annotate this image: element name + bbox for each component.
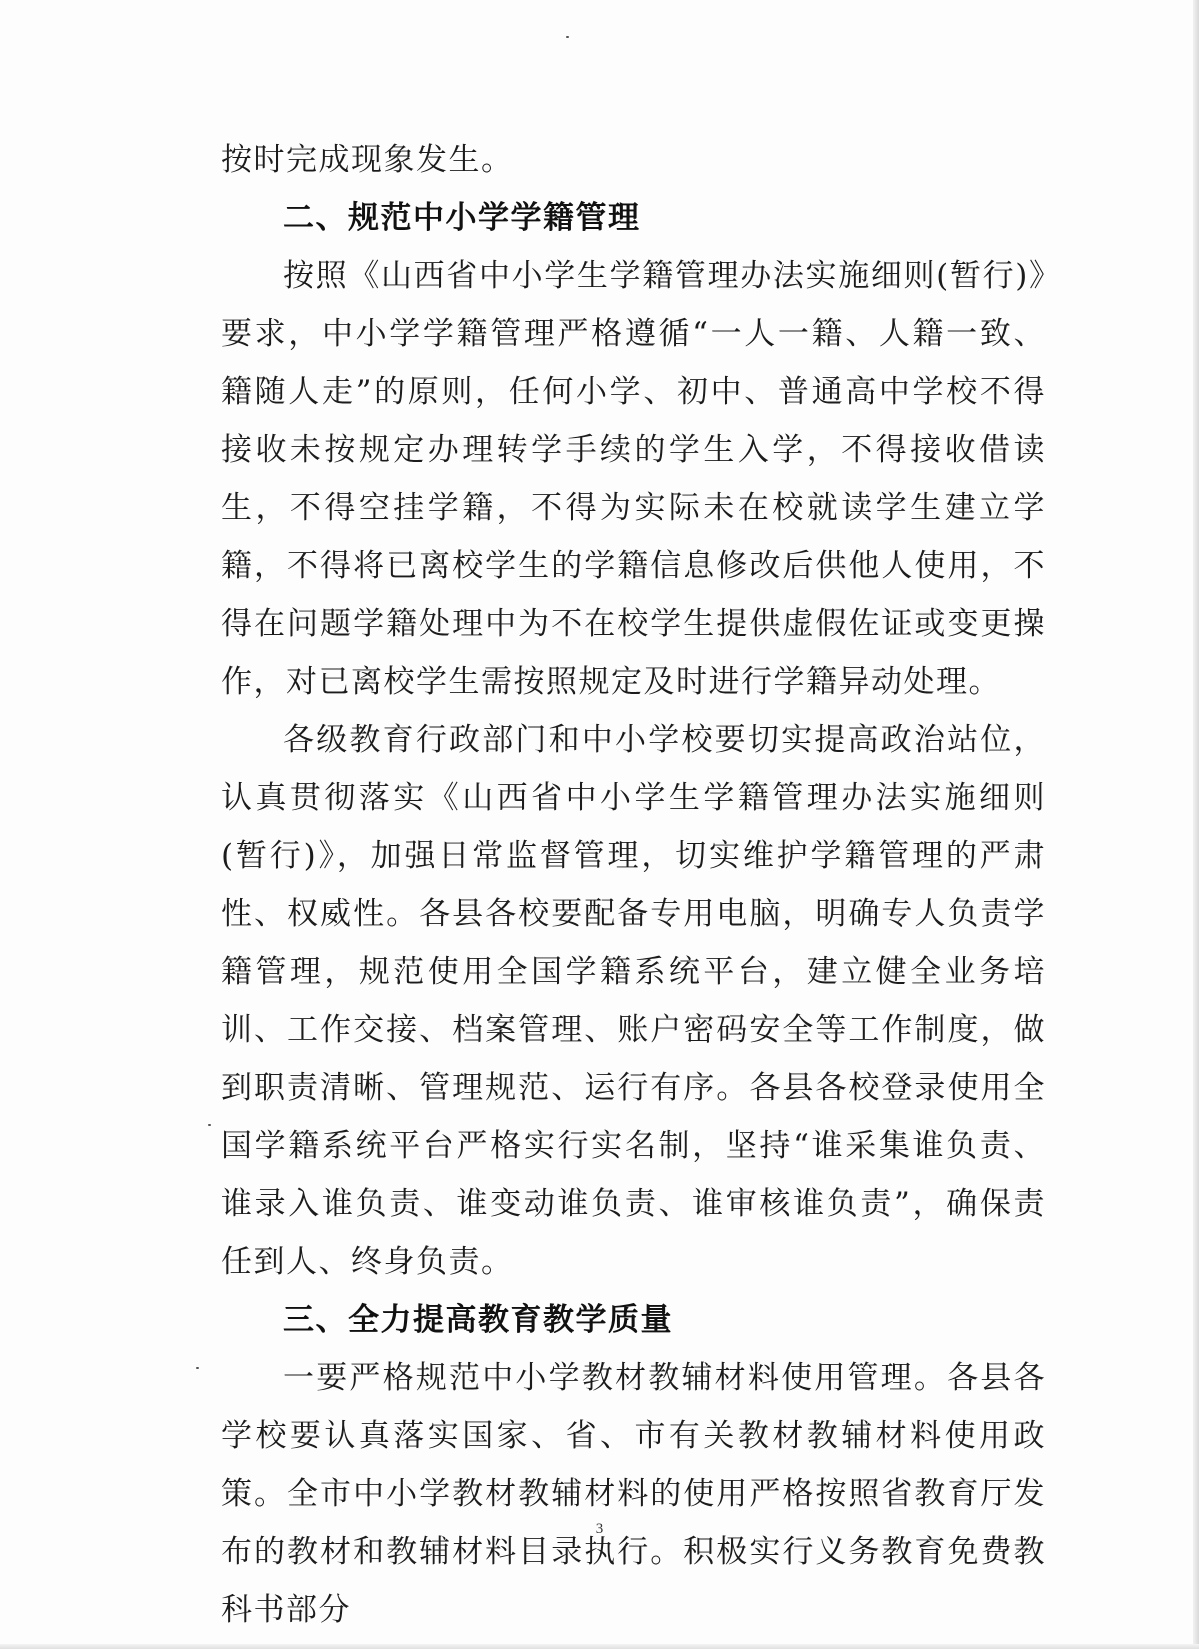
section-heading-2: 二、规范中小学学籍管理: [283, 200, 641, 236]
page-number: 3: [595, 1521, 604, 1537]
scan-speck: [196, 1367, 199, 1369]
paragraph-student-registry: 按照《山西省中小学生学籍管理办法实施细则(暂行)》要求，中小学学籍管理严格遵循“一人一籍、人籍一致、籍随人走”的原则，任何小学、初中、普通高中学校不得接收未按规定办理转学手续的学生入学，不得接收借读生，不得空挂学籍，不得为实际未在校就读学生建立学籍，不得将已离校学生的学籍信息修改后供他人使用，不得在问题学籍处理中为不在校学生提供虚假佐证或变更操作，对已离校学生需按照规定及时进行学籍异动处理。: [221, 258, 1046, 700]
paragraph-teaching-materials: 一要严格规范中小学教材教辅材料使用管理。各县各学校要认真落实国家、省、市有关教材教辅材料使用政策。全市中小学教材教辅材料的使用严格按照省教育厅发布的教材和教辅材料目录执行。积极实行义务教育免费教科书部分: [221, 1360, 1046, 1628]
section-heading-3: 三、全力提高教育教学质量: [283, 1302, 673, 1338]
paragraph-continuation: 按时完成现象发生。: [221, 142, 514, 178]
scan-edge-right: [1193, 0, 1199, 1649]
paragraph-registry-management: 各级教育行政部门和中小学校要切实提高政治站位，认真贯彻落实《山西省中小学生学籍管理办法实施细则(暂行)》，加强日常监督管理，切实维护学籍管理的严肃性、权威性。各县各校要配备专用电脑，明确专人负责学籍管理，规范使用全国学籍系统平台，建立健全业务培训、工作交接、档案管理、账户密码安全等工作制度，做到职责清晰、管理规范、运行有序。各县各校登录使用全国学籍系统平台严格实行实名制，坚持“谁采集谁负责、谁录入谁负责、谁变动谁负责、谁审核谁负责”，确保责任到人、终身负责。: [221, 722, 1046, 1280]
scan-speck: [208, 1124, 211, 1126]
scan-speck: [566, 36, 569, 38]
scan-edge-bottom: [0, 1644, 1199, 1649]
document-body: [221, 131, 1046, 1639]
